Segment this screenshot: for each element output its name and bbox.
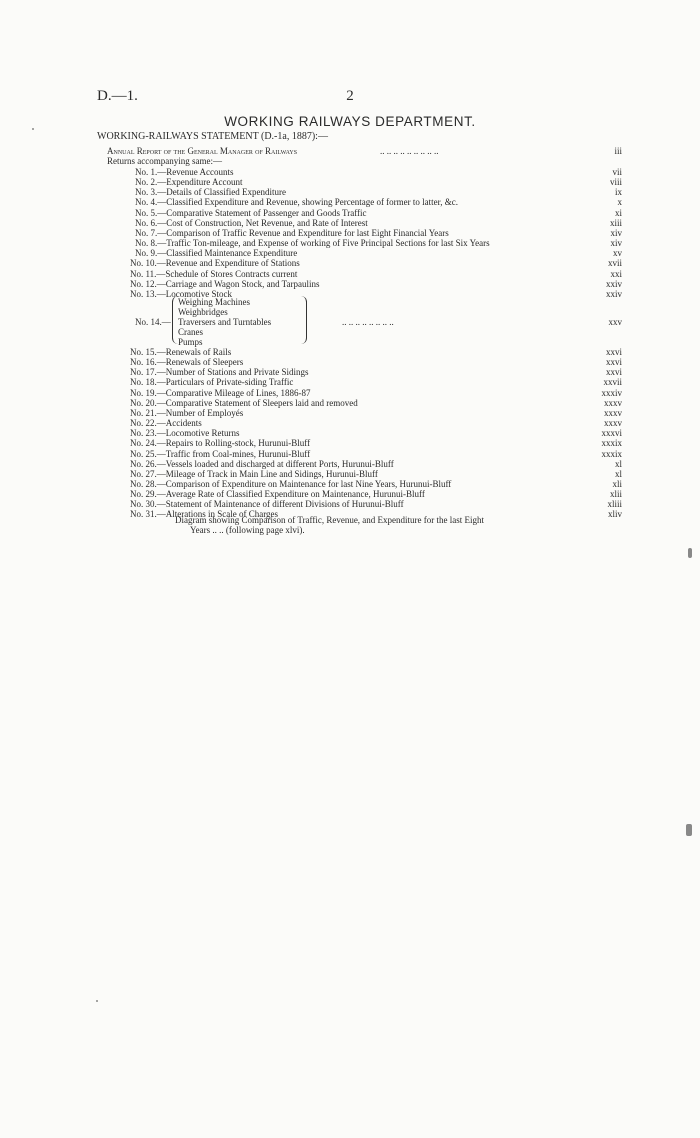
return-item-label: No. 31.—Alterations in Scale of Charges [130,509,279,519]
return-item-page: ix [614,187,622,197]
speck-mark [688,548,692,558]
return-item-label: No. 28.—Comparison of Expenditure on Maintenance for last Nine Years, Hurunui-Bluff [130,479,452,489]
sub-item-label: Weighbridges [178,307,228,317]
return-item-page: xxv [608,317,622,327]
return-item-page: vii [612,167,622,177]
return-item-label: No. 15.—Renewals of Rails [130,347,232,357]
return-item-page: xxiv [605,289,622,299]
return-item-page: xiii [609,218,622,228]
return-item-page: xxxv [604,418,622,428]
department-title: WORKING RAILWAYS DEPARTMENT. [224,114,476,129]
return-item-label: No. 1.—Revenue Accounts [135,167,234,177]
speck-mark [686,824,692,836]
return-item-page: xiv [610,238,622,248]
return-item-page: viii [609,177,622,187]
doc-reference: D.—1. [97,88,138,104]
return-item-page: x [617,197,622,207]
return-item-label: No. 26.—Vessels loaded and discharged at different Ports, Hurunui-Bluff [130,459,394,469]
return-item-page: xxxix [601,449,622,459]
return-item-label: No. 22.—Accidents [130,418,202,428]
return-item-page: xiv [610,228,622,238]
return-item-page: xl [614,459,622,469]
return-item-label: No. 4.—Classified Expenditure and Revenue, showing Percentage of former to latter, &c. [135,197,459,207]
returns-intro: Returns accompanying same:— [107,156,222,166]
statement-heading: WORKING-RAILWAYS STATEMENT (D.-1a, 1887):— [97,131,328,142]
return-item-label: No. 25.—Traffic from Coal-mines, Hurunui-Bluff [130,449,311,459]
return-item-page: xi [614,208,622,218]
sub-item-label: Weighing Machines [178,297,251,307]
return-item-label: No. 30.—Statement of Maintenance of different Divisions of Hurunui-Bluff [130,499,404,509]
return-item-label: No. 13.—Locomotive Stock [130,289,232,299]
leader-dots: .. .. .. .. .. .. .. .. [342,317,394,327]
return-item-label: No. 10.—Revenue and Expenditure of Stations [130,258,300,268]
speck-mark [96,1000,98,1002]
return-item-page: xliv [607,509,622,519]
return-item-label: No. 20.—Comparative Statement of Sleepers laid and removed [130,398,358,408]
return-item-page: xli [612,479,622,489]
return-item-label: No. 3.—Details of Classified Expenditure [135,187,286,197]
return-item-label: No. 18.—Particulars of Private-siding Traffic [130,377,294,387]
return-item-label: No. 16.—Renewals of Sleepers [130,357,244,367]
sub-item-label: Traversers and Turntables [178,317,272,327]
return-item-label: No. 27.—Mileage of Track in Main Line and Sidings, Hurunui-Bluff [130,469,378,479]
brace-right [300,296,307,344]
diagram-line-1: Diagram showing Comparison of Traffic, Revenue, and Expenditure for the last Eight [175,515,485,525]
return-item-label: No. 2.—Expenditure Account [135,177,243,187]
return-item-label: No. 8.—Traffic Ton-mileage, and Expense of working of Five Principal Sections for last Six Years [135,238,490,248]
return-item-page: xv [613,248,622,258]
return-item-label: No. 17.—Number of Stations and Private Sidings [130,367,309,377]
return-item-label: No. 7.—Comparison of Traffic Revenue and Expenditure for last Eight Financial Years [135,228,449,238]
return-item-page: xxvii [603,377,622,387]
return-item-label: No. 14.— [135,317,171,327]
leader-dots: .. .. .. .. .. .. .. .. .. [380,146,439,156]
return-item-page: xxi [610,269,622,279]
sub-item-label: Cranes [178,327,203,337]
return-item-page: xxxv [604,398,622,408]
return-item-page: xxvi [605,367,622,377]
return-item-page: xxxiv [601,388,622,398]
return-item-label: No. 23.—Locomotive Returns [130,428,240,438]
return-item-label: No. 11.—Schedule of Stores Contracts current [130,269,298,279]
return-item-page: xxxv [604,408,622,418]
return-item-page: xliii [607,499,622,509]
return-item-page: xvii [607,258,622,268]
return-item-page: xxxix [601,438,622,448]
return-item-label: No. 29.—Average Rate of Classified Expenditure on Maintenance, Hurunui-Bluff [130,489,425,499]
page-number: 2 [346,88,354,104]
return-item-label: No. 12.—Carriage and Wagon Stock, and Tarpaulins [130,279,320,289]
annual-report-label: Annual Report of the General Manager of Railways [107,146,298,156]
diagram-line-2: Years .. .. (following page xlvi). [190,525,305,535]
return-item-label: No. 6.—Cost of Construction, Net Revenue, and Rate of Interest [135,218,368,228]
return-item-page: xxvi [605,357,622,367]
annual-report-page: iii [614,146,622,156]
return-item-label: No. 5.—Comparative Statement of Passenger and Goods Traffic [135,208,367,218]
sub-item-label: Pumps [178,337,203,347]
return-item-page: xxxvi [601,428,622,438]
return-item-page: xxvi [605,347,622,357]
return-item-label: No. 9.—Classified Maintenance Expenditure [135,248,298,258]
return-item-label: No. 21.—Number of Employés [130,408,244,418]
return-item-page: xl [614,469,622,479]
return-item-page: xlii [609,489,622,499]
brace-left [172,296,179,344]
return-item-page: xxiv [605,279,622,289]
return-item-label: No. 19.—Comparative Mileage of Lines, 1886-87 [130,388,311,398]
return-item-label: No. 24.—Repairs to Rolling-stock, Hurunui-Bluff [130,438,311,448]
speck-mark [32,128,34,130]
